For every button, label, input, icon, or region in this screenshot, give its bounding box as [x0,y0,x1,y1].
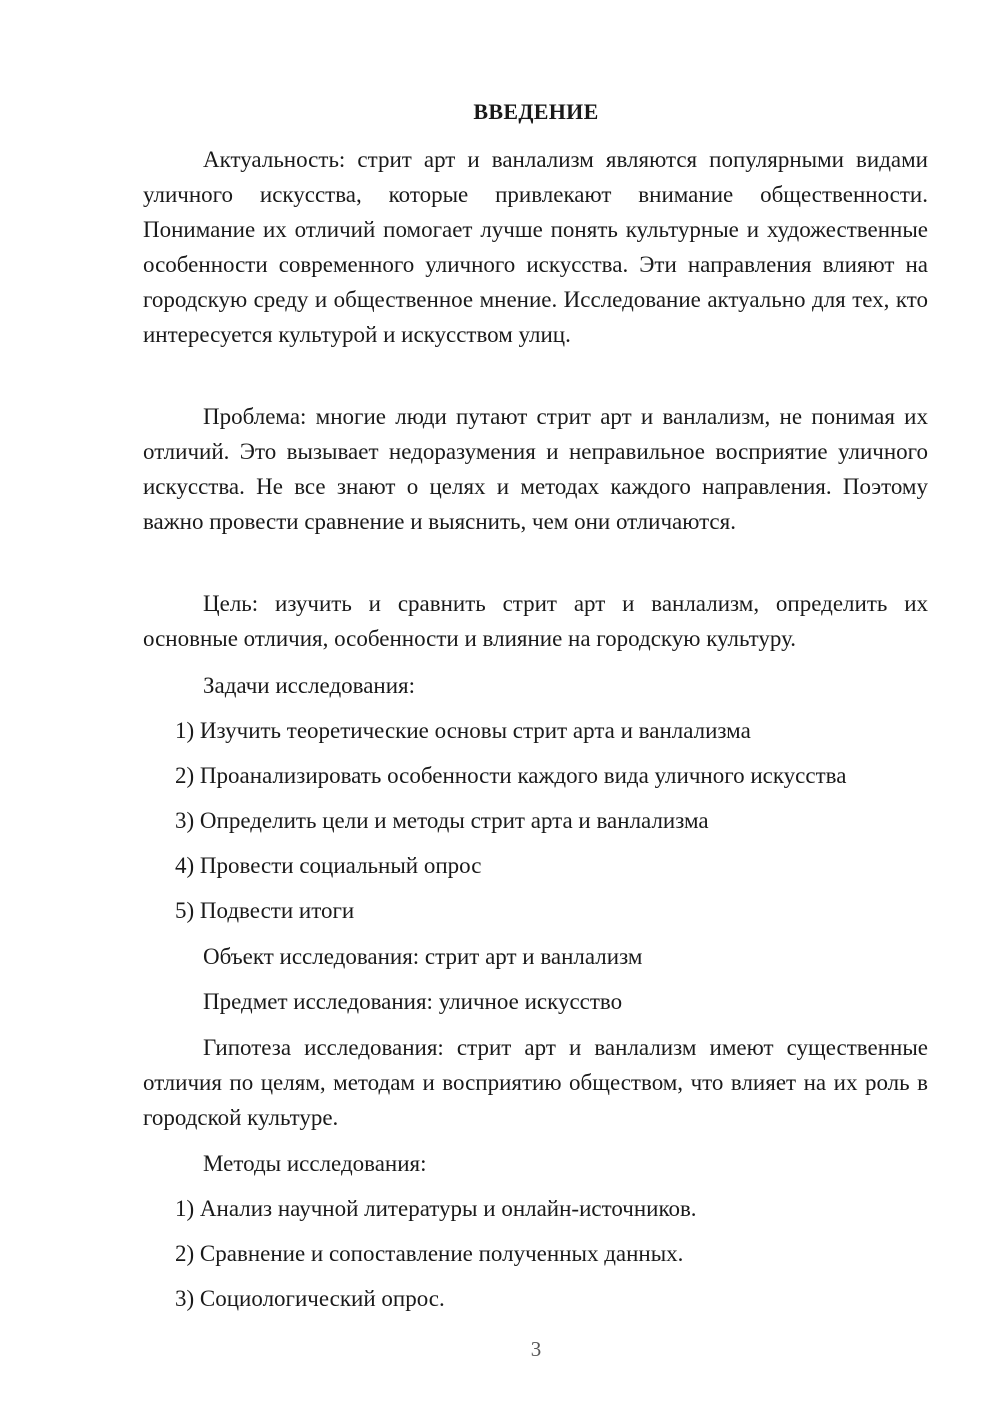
method-item: 1) Анализ научной литературы и онлайн-источников. [175,1196,697,1221]
page-number: 3 [530,1337,542,1361]
research-object: Объект исследования: стрит арт и ванлализм [203,944,643,969]
method-item: 2) Сравнение и сопоставление полученных данных. [175,1241,684,1266]
methods-heading: Методы исследования: [203,1151,427,1176]
task-item: 2) Проанализировать особенности каждого вида уличного искусства [175,763,847,788]
task-item: 1) Изучить теоретические основы стрит арта и ванлализма [175,718,751,743]
task-item: 5) Подвести итоги [175,898,355,923]
tasks-heading: Задачи исследования: [203,673,416,698]
goal-paragraph: Цель: изучить и сравнить стрит арт и ванлализм, определить их основные отличия, особенности и влияние на городскую культуру. [143,591,928,651]
method-item: 3) Социологический опрос. [175,1286,445,1311]
section-title: ВВЕДЕНИЕ [473,99,599,124]
problem-paragraph: Проблема: многие люди путают стрит арт и ванлализм, не понимая их отличий. Это вызывает недоразумения и неправильное восприятие уличного искусства. Не все знают о целях и методах каждого направления. Поэтому важно провести сравнение и выяснить, чем они отличаются. [143,404,928,534]
relevance-paragraph: Актуальность: стрит арт и ванлализм являются популярными видами уличного искусства, которые привлекают внимание общественности. Понимание их отличий помогает лучше понять культурные и художественные особенности современного уличного искусства. Эти направления влияют на городскую среду и общественное мнение. Исследование актуально для тех, кто интересуется культурой и искусством улиц. [143,147,928,347]
task-item: 3) Определить цели и методы стрит арта и ванлализма [175,808,709,833]
task-item: 4) Провести социальный опрос [175,853,482,878]
research-subject: Предмет исследования: уличное искусство [203,989,623,1014]
hypothesis-paragraph: Гипотеза исследования: стрит арт и ванлализм имеют существенные отличия по целям, методам и восприятию обществом, что влияет на их роль в городской культуре. [143,1035,928,1130]
